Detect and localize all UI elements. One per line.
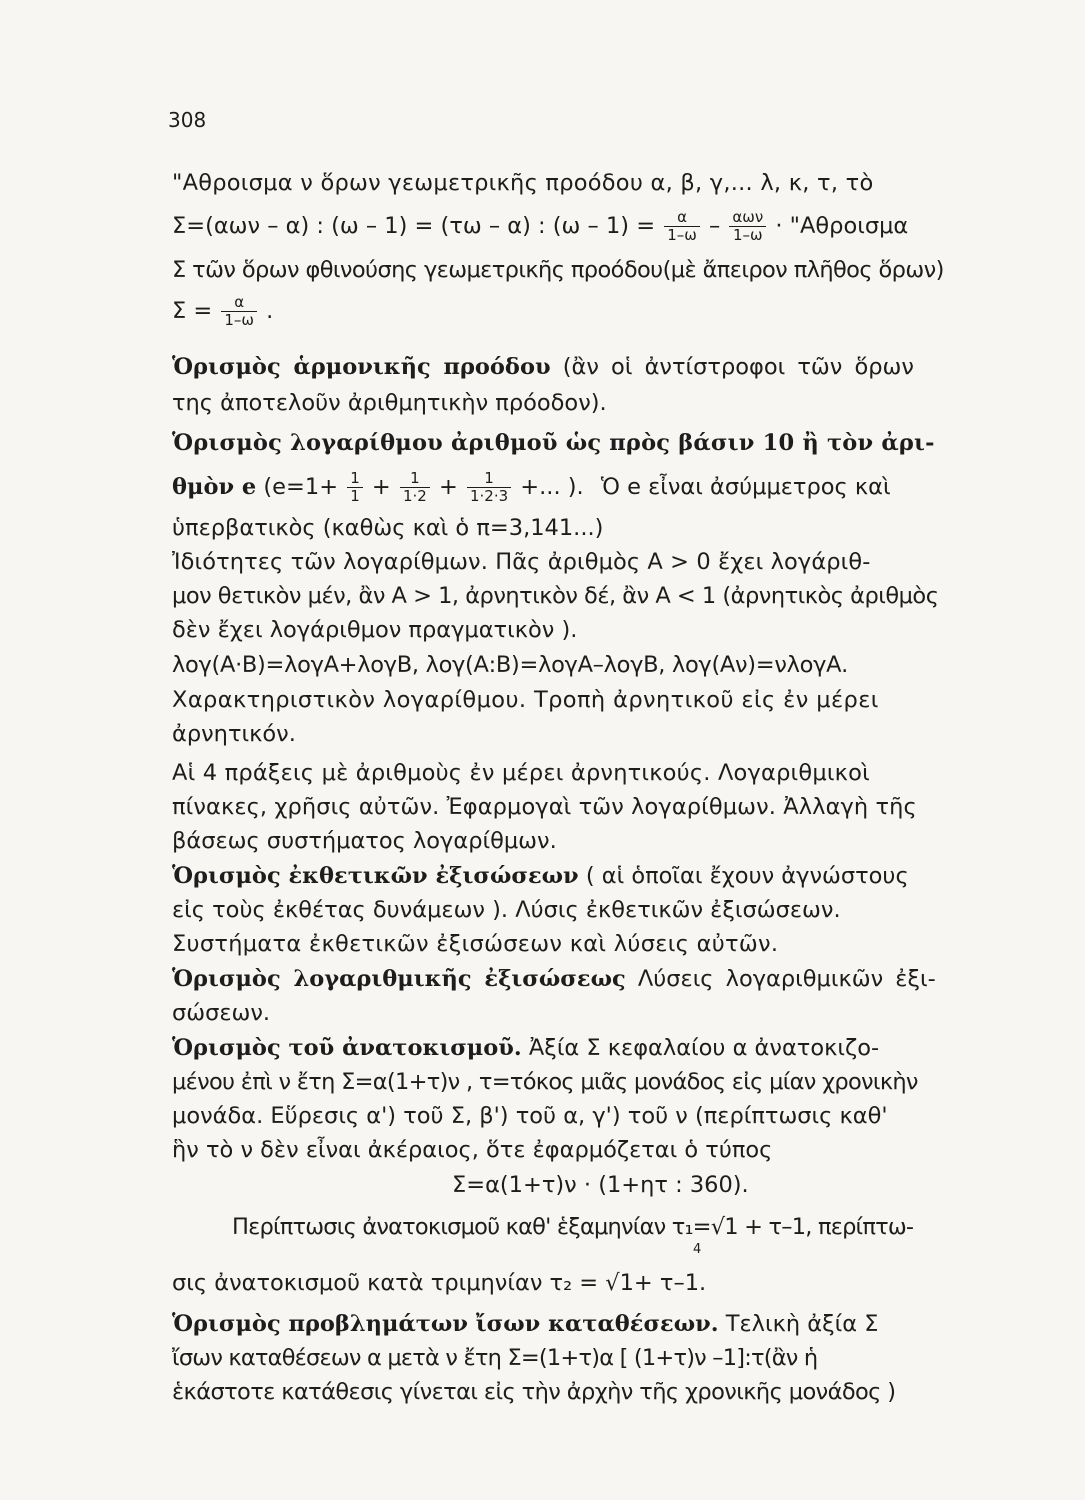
harmonic-progression-heading: Ὁρισμὸς ἁρμονικῆς προόδου xyxy=(172,354,551,380)
fraction: $\frac{\alpha}{1-\omega}$ xyxy=(221,294,257,329)
text-line: Ὁρισμὸς προβλημάτων ἴσων καταθέσεων. Τελικὴ ἀξία Σ xyxy=(172,1311,879,1337)
equal-deposits-heading: Ὁρισμὸς προβλημάτων ἴσων καταθέσεων. xyxy=(172,1311,719,1337)
text-line: Συστήματα ἐκθετικῶν ἐξισώσεων καὶ λύσεις αὐτῶν. xyxy=(172,931,779,957)
formula-line: θμὸν e (e=1+ $\frac{1}{1}$ + $\frac{1}{1\cdot 2}$ + $\frac{1}{1\cdot 2\cdot 3}$ +... ). Ὁ e εἶναι ἀσύμμετρος καὶ xyxy=(172,469,891,505)
text-line: ὑπερβατικὸς (καθὼς καὶ ὁ π=3,141...) xyxy=(172,515,604,541)
text-line: Χαρακτηριστικὸν λογαρίθμου. Τροπὴ ἀρνητικοῦ εἰς ἐν μέρει xyxy=(172,687,879,713)
geometric-sum-formula: Σ=(αων – α) : (ω – 1) = (τω – α) : (ω – 1) = xyxy=(172,213,656,239)
exponential-equations-heading: Ὁρισμὸς ἐκθετικῶν ἐξισώσεων xyxy=(172,863,579,889)
text-line: Ὁρισμὸς ἁρμονικῆς προόδου (ἂν οἱ ἀντίστροφοι τῶν ὅρων xyxy=(172,354,914,380)
text-line: μένου ἐπὶ ν ἔτη Σ=α(1+τ)ν , τ=τόκος μιᾶς μονάδος εἰς μίαν χρονικὴν xyxy=(172,1069,918,1095)
text-line: εἰς τοὺς ἐκθέτας δυνάμεων ). Λύσις ἐκθετικῶν ἐξισώσεων. xyxy=(172,897,841,923)
fraction: $\frac{\alpha}{1-\omega}$ xyxy=(664,209,700,244)
page-number: 308 xyxy=(168,108,207,132)
logarithmic-equation-heading: Ὁρισμὸς λογαριθμικῆς ἐξισώσεως xyxy=(172,966,626,992)
text-line: πίνακες, χρῆσις αὐτῶν. Ἐφαρμογαὶ τῶν λογαρίθμων. Ἀλλαγὴ τῆς xyxy=(172,794,917,820)
logarithm-rules-line: λογ(Α·Β)=λογΑ+λογΒ, λογ(Α:Β)=λογΑ–λογΒ, λογ(Αν)=νλογΑ. xyxy=(172,652,849,678)
text-line: μονάδα. Εὕρεσις α') τοῦ Σ, β') τοῦ α, γ') τοῦ ν (περίπτωσις καθ' xyxy=(172,1103,888,1129)
fraction: $\frac{\text{αων}}{1-\omega}$ xyxy=(729,209,766,244)
text-line: Αἱ 4 πράξεις μὲ ἀριθμοὺς ἐν μέρει ἀρνητικούς. Λογαριθμικοὶ xyxy=(172,760,870,786)
text-line: "Αθροισμα ν ὅρων γεωμετρικῆς προόδου α, β, γ,... λ, κ, τ, τὸ xyxy=(172,170,874,196)
fraction: $\frac{1}{1}$ xyxy=(347,470,363,505)
logarithm-heading: Ὁρισμὸς λογαρίθμου ἀριθμοῦ ὡς πρὸς βάσιν 10 ἢ τὸν ἀρι- xyxy=(172,430,935,456)
radical-index: 4 xyxy=(693,1242,702,1257)
fraction: $\frac{1}{1\cdot 2\cdot 3}$ xyxy=(467,470,511,505)
text-line: Ὁρισμὸς ἐκθετικῶν ἐξισώσεων ( αἱ ὁποῖαι ἔχουν ἀγνώστους xyxy=(172,863,909,889)
text-line: σώσεων. xyxy=(172,1000,271,1026)
text-line: Ὁρισμὸς λογαριθμικῆς ἐξισώσεως Λύσεις λογαριθμικῶν ἐξι- xyxy=(172,966,936,992)
formula-line: Σ = $\frac{\alpha}{1-\omega}$ . xyxy=(172,293,274,329)
text-line: Ὁρισμὸς τοῦ ἀνατοκισμοῦ. Ἀξία Σ κεφαλαίου α ἀνατοκιζο- xyxy=(172,1035,880,1061)
formula-line: Σ=(αων – α) : (ω – 1) = (τω – α) : (ω – 1) = $\frac{\alpha}{1-\omega}$ – $\frac{\text{αων}}{1-\omega}$ · "Αθροισμα xyxy=(172,208,909,244)
text-line: ἣν τὸ ν δὲν εἶναι ἀκέραιος, ὅτε ἐφαρμόζεται ὁ τύπος xyxy=(172,1137,773,1163)
text-line: Σ τῶν ὅρων φθινούσης γεωμετρικῆς προόδου(μὲ ἄπειρον πλῆθος ὅρων) xyxy=(172,257,944,283)
text-line: μον θετικὸν μέν, ἂν Α > 1, ἀρνητικὸν δέ, ἂν Α < 1 (ἀρνητικὸς ἀριθμὸς xyxy=(172,583,939,609)
compound-interest-heading: Ὁρισμὸς τοῦ ἀνατοκισμοῦ. xyxy=(172,1035,522,1061)
text-line: ἀρνητικόν. xyxy=(172,721,296,747)
text-line: σις ἀνατοκισμοῦ κατὰ τριμηνίαν τ₂ = √1+ τ–1. xyxy=(172,1270,707,1296)
text-line: της ἀποτελοῦν ἀριθμητικὴν πρόοδον). xyxy=(172,390,607,416)
text-line: δὲν ἔχει λογάριθμον πραγματικὸν ). xyxy=(172,617,578,643)
text-line: Περίπτωσις ἀνατοκισμοῦ καθ' ἑξαμηνίαν τ₁=√1 + τ–1, περίπτω- xyxy=(232,1214,914,1240)
text-line: βάσεως συστήματος λογαρίθμων. xyxy=(172,828,557,854)
text-line: Ἰδιότητες τῶν λογαρίθμων. Πᾶς ἀριθμὸς Α > 0 ἔχει λογάριθ- xyxy=(172,549,871,575)
compound-interest-formula: Σ=α(1+τ)ν · (1+ητ : 360). xyxy=(452,1172,749,1198)
text-line: ἴσων καταθέσεων α μετὰ ν ἔτη Σ=(1+τ)α [ (1+τ)ν –1]:τ(ἂν ἡ xyxy=(172,1345,818,1371)
text-line: ἑκάστοτε κατάθεσις γίνεται εἰς τὴν ἀρχὴν τῆς χρονικῆς μονάδος ) xyxy=(172,1379,896,1405)
fraction: $\frac{1}{1\cdot 2}$ xyxy=(400,470,430,505)
